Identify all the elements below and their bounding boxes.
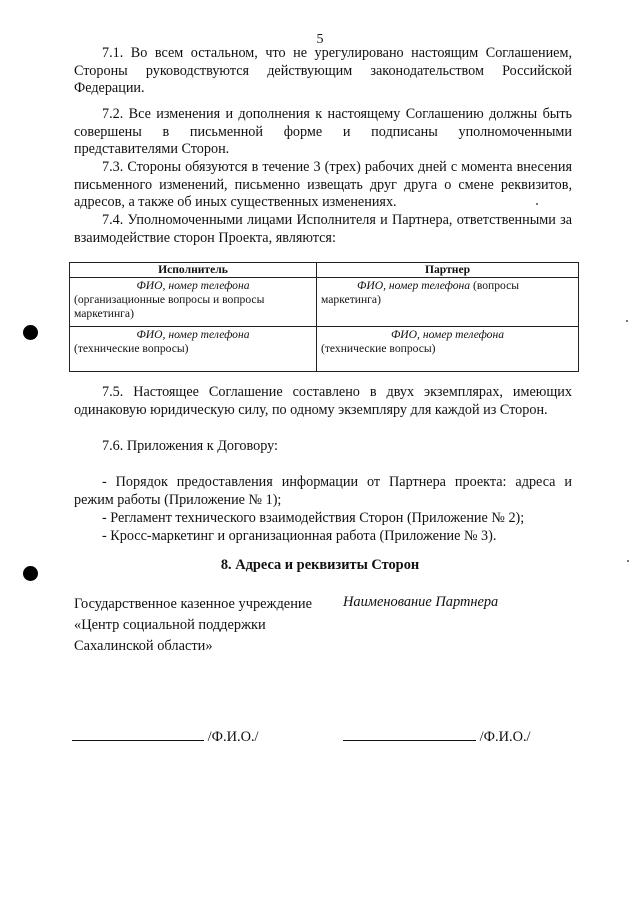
- executor-contact-technical: [70, 327, 317, 372]
- punch-hole-mark: [23, 325, 38, 340]
- clause-7-3: 7.3. Стороны обязуются в течение 3 (трех) рабочих дней с момента внесения письменного изменений, письменно извещать друг друга о смене реквизитов, адресов, а также об иных существенных изменениях.: [74, 159, 572, 211]
- partner-name-phone: ФИО, номер телефона: [357, 279, 471, 292]
- partner-role: (вопросы маркетинга): [321, 279, 520, 306]
- page-number: 5: [316, 32, 324, 47]
- clause-7-2: 7.2. Все изменения и дополнения к настоящему Соглашению должны быть совершены в письменной форме и подписаны уполномоченными представителями Сторон.: [74, 106, 572, 158]
- annex-item-1: - Порядок предоставления информации от Партнера проекта: адреса и режим работы (Приложение № 1);: [74, 474, 572, 508]
- partner-contact-technical: [317, 327, 579, 372]
- responsible-persons-table: [69, 262, 579, 372]
- partner-name: Наименование Партнера: [343, 594, 499, 610]
- header-executor: Исполнитель: [70, 263, 317, 278]
- signature-name-label: /Ф.И.О./: [479, 729, 531, 745]
- header-partner: Партнер: [317, 263, 579, 278]
- signature-name-label: /Ф.И.О./: [207, 729, 259, 745]
- table-row: [70, 327, 579, 372]
- scan-speck: [626, 320, 628, 322]
- partner-signature: [343, 726, 531, 746]
- clause-7-4: 7.4. Уполномоченными лицами Исполнителя и Партнера, ответственными за взаимодействие сторон Проекта, являются:: [74, 212, 572, 246]
- executor-name-phone: ФИО, номер телефона: [136, 279, 250, 292]
- scan-speck: [627, 560, 629, 562]
- table-header-row: [70, 263, 579, 278]
- section-8-heading: 8. Адреса и реквизиты Сторон: [220, 557, 420, 573]
- executor-contact-marketing: [70, 278, 317, 327]
- annex-item-2: - Регламент технического взаимодействия Сторон (Приложение № 2);: [102, 510, 525, 526]
- annex-item-3: - Кросс-маркетинг и организационная работа (Приложение № 3).: [102, 528, 497, 544]
- punch-hole-mark: [23, 566, 38, 581]
- executor-name-line: «Центр социальной поддержки: [74, 617, 266, 633]
- executor-details: [74, 594, 312, 657]
- partner-name-phone: ФИО, номер телефона: [390, 328, 505, 341]
- executor-name-phone: ФИО, номер телефона: [136, 328, 250, 341]
- clause-7-1: 7.1. Во всем остальном, что не урегулировано настоящим Соглашением, Стороны руководствуются действующим законодательством Российской Федерации.: [74, 45, 572, 97]
- executor-name-line: Государственное казенное учреждение: [74, 596, 312, 612]
- executor-role: (организационные вопросы и вопросы маркетинга): [74, 293, 265, 320]
- partner-role: (технические вопросы): [321, 342, 436, 355]
- signature-line: [72, 726, 204, 741]
- clause-7-6: 7.6. Приложения к Договору:: [102, 438, 278, 454]
- signature-line: [343, 726, 476, 741]
- partner-contact-marketing: [317, 278, 579, 327]
- executor-signature: [72, 726, 259, 746]
- scan-speck: [536, 203, 538, 205]
- table-row: [70, 278, 579, 327]
- executor-role: (технические вопросы): [74, 342, 189, 355]
- clause-7-5: 7.5. Настоящее Соглашение составлено в двух экземплярах, имеющих одинаковую юридическую силу, по одному экземпляру для каждой из Сторон.: [74, 384, 572, 418]
- executor-name-line: Сахалинской области»: [74, 638, 213, 654]
